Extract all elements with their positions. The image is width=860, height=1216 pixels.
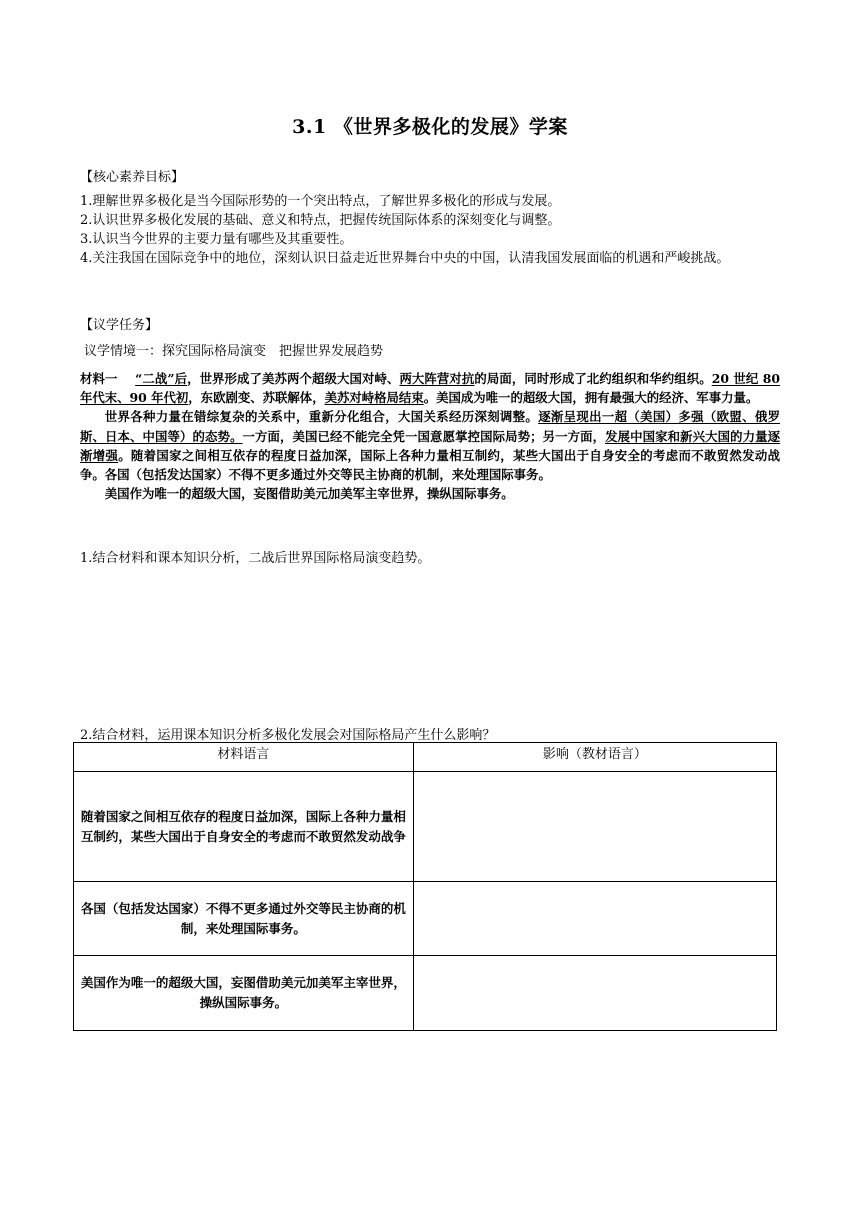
material-cell-text: 随着国家之间相互依存的程度日益加深，国际上各种力量相互制约，某些大国出于自身安全的考虑而不敢贸然发动战争 <box>80 808 406 844</box>
material-paragraph-2 <box>80 407 780 484</box>
impact-answer-cell[interactable] <box>413 956 776 1031</box>
material-cell <box>74 882 414 956</box>
material-text: 。美国成为唯一的超级大国，拥有最强大的经济、军事力量。 <box>423 390 759 406</box>
question-1: 1.结合材料和课本知识分析，二战后世界国际格局演变趋势。 <box>80 551 431 566</box>
table-header-row <box>74 743 777 772</box>
material-text: 世界各种力量在错综复杂的关系中，重新分化组合，大国关系经历深刻调整。 <box>104 409 539 425</box>
material-paragraph-1 <box>80 369 780 407</box>
objective-item: 1.理解世界多极化是当今国际形势的一个突出特点，了解世界多极化的形成与发展。 <box>80 194 561 209</box>
material-paragraph-3: 美国作为唯一的超级大国，妄图借助美元加美军主宰世界，操纵国际事务。 <box>104 486 514 502</box>
page-title: 3.1 《世界多极化的发展》学案 <box>292 116 568 138</box>
objective-item: 2.认识世界多极化发展的基础、意义和特点，把握传统国际体系的深刻变化与调整。 <box>80 213 561 228</box>
underlined-phrase: 两大阵营对抗 <box>399 371 475 386</box>
analysis-table <box>73 742 777 1031</box>
underlined-phrase: 逐渐呈现出一超（美国）多强（欧盟、俄罗斯、日本、中国等）的态势。 <box>80 409 781 444</box>
question-2: 2.结合材料，运用课本知识分析多极化发展会对国际格局产生什么影响？ <box>80 728 496 743</box>
material-text: 的局面，同时形成了北约组织和华约组织。 <box>474 371 712 386</box>
impact-answer-cell[interactable] <box>413 882 776 956</box>
objective-item: 3.认识当今世界的主要力量有哪些及其重要性。 <box>80 232 353 247</box>
tasks-heading: 【议学任务】 <box>80 318 159 333</box>
material-cell <box>74 956 414 1031</box>
objectives-list <box>80 192 780 268</box>
material-text: 一方面，美国已经不能完全凭一国意愿掌控国际局势；另一方面， <box>242 428 606 444</box>
underlined-phrase: 发展中国家和新兴大国的力量逐渐增强 <box>80 428 781 463</box>
column-header-material: 材料语言 <box>74 743 414 772</box>
table-row <box>74 882 777 956</box>
objectives-heading: 【核心素养目标】 <box>80 170 185 185</box>
material-text: ，东欧剧变、苏联解体， <box>188 390 325 406</box>
material-text: ，世界形成了美苏两个超级大国对峙、 <box>187 371 400 386</box>
material-block <box>80 369 780 503</box>
material-cell-text: 各国（包括发达国家）不得不更多通过外交等民主协商的机制，来处理国际事务。 <box>80 900 406 936</box>
underlined-phrase: “二战”后 <box>135 371 188 386</box>
table-row <box>74 772 777 882</box>
underlined-phrase: 20 世纪 80 年代末、90 年代初 <box>80 371 781 406</box>
objective-item: 4.关注我国在国际竞争中的地位，深刻认识日益走近世界舞台中央的中国，认清我国发展面临的机遇和严峻挑战。 <box>80 251 730 266</box>
table-row <box>74 956 777 1031</box>
underlined-phrase: 美苏对峙格局结束 <box>324 390 424 406</box>
material-label: 材料一 <box>80 371 118 386</box>
column-header-impact: 影响（教材语言） <box>413 743 776 772</box>
scenario-title: 议学情境一：探究国际格局演变 把握世界发展趋势 <box>84 344 384 359</box>
material-text: 。随着国家之间相互依存的程度日益加深，国际上各种力量相互制约，某些大国出于自身安全的考虑而不敢贸然发动战争。各国（包括发达国家）不得不更多通过外交等民主协商的机制，来处理国际事务。 <box>80 447 781 483</box>
impact-answer-cell[interactable] <box>413 772 776 882</box>
material-cell-text: 美国作为唯一的超级大国，妄图借助美元加美军主宰世界，操纵国际事务。 <box>80 975 406 1010</box>
material-cell <box>74 772 414 882</box>
